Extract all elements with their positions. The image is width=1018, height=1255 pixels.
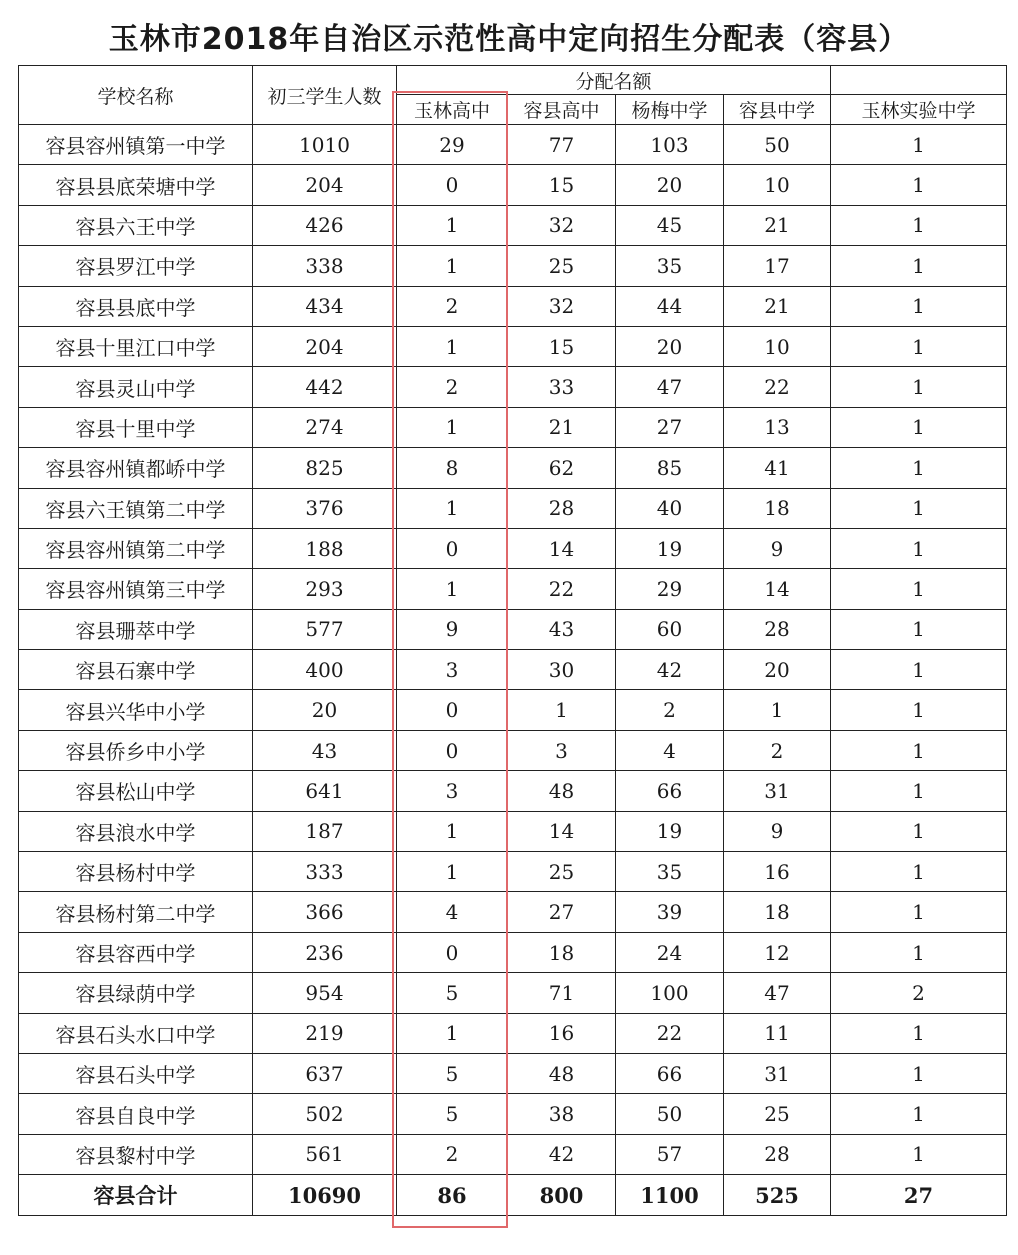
cell-yulin-experimental: 1 <box>831 488 1007 528</box>
cell-student-count: 434 <box>253 286 397 326</box>
cell-rongxian-middle: 2 <box>724 730 831 770</box>
table-row <box>19 892 1007 932</box>
cell-school-name: 容县容州镇都峤中学 <box>19 448 253 488</box>
cell-rongxian-high: 25 <box>508 852 616 892</box>
cell-yulin-high: 1 <box>397 488 508 528</box>
table-row <box>19 1134 1007 1174</box>
table-row <box>19 286 1007 326</box>
cell-yangmei-middle: 19 <box>616 811 724 851</box>
table-row <box>19 609 1007 649</box>
table-row <box>19 165 1007 205</box>
cell-student-count: 188 <box>253 528 397 568</box>
header-rongxian-middle: 容县中学 <box>724 95 831 125</box>
table-row <box>19 973 1007 1013</box>
page-title: 玉林市2018年自治区示范性高中定向招生分配表（容县） <box>108 22 910 57</box>
cell-rongxian-middle: 10 <box>724 165 831 205</box>
cell-yangmei-middle: 39 <box>616 892 724 932</box>
cell-school-name: 容县石头中学 <box>19 1053 253 1093</box>
header-yulin-high: 玉林高中 <box>397 95 508 125</box>
table-row <box>19 488 1007 528</box>
cell-yangmei-middle: 42 <box>616 650 724 690</box>
cell-rongxian-high: 14 <box>508 811 616 851</box>
cell-yulin-experimental: 1 <box>831 690 1007 730</box>
cell-yulin-high: 1 <box>397 246 508 286</box>
cell-yangmei-middle: 22 <box>616 1013 724 1053</box>
cell-school-name: 容县容州镇第一中学 <box>19 125 253 165</box>
cell-yulin-high: 9 <box>397 609 508 649</box>
cell-school-name: 容县石头水口中学 <box>19 1013 253 1053</box>
header-allocation-group: 分配名额 <box>397 66 831 95</box>
cell-yangmei-middle: 2 <box>616 690 724 730</box>
cell-yulin-high: 1 <box>397 811 508 851</box>
cell-student-count: 442 <box>253 367 397 407</box>
cell-student-count: 219 <box>253 1013 397 1053</box>
header-student-count: 初三学生人数 <box>253 66 397 125</box>
cell-rongxian-high: 3 <box>508 730 616 770</box>
cell-student-count: 43 <box>253 730 397 770</box>
cell-rongxian-middle: 1 <box>724 690 831 730</box>
cell-rongxian-middle: 14 <box>724 569 831 609</box>
table-row <box>19 1094 1007 1134</box>
cell-rongxian-high: 62 <box>508 448 616 488</box>
cell-yangmei-middle: 44 <box>616 286 724 326</box>
cell-rongxian-middle: 11 <box>724 1013 831 1053</box>
cell-yangmei-middle: 45 <box>616 205 724 245</box>
header-blank-cell <box>831 66 1007 95</box>
cell-rongxian-high: 22 <box>508 569 616 609</box>
cell-rongxian-middle: 9 <box>724 811 831 851</box>
header-yangmei-middle: 杨梅中学 <box>616 95 724 125</box>
cell-yulin-high: 5 <box>397 1053 508 1093</box>
cell-rongxian-high: 48 <box>508 771 616 811</box>
cell-rongxian-high: 77 <box>508 125 616 165</box>
cell-rongxian-high: 32 <box>508 286 616 326</box>
table-row <box>19 650 1007 690</box>
table-row <box>19 1013 1007 1053</box>
table-body <box>19 125 1007 1216</box>
cell-student-count: 577 <box>253 609 397 649</box>
header-school-name: 学校名称 <box>19 66 253 125</box>
cell-yulin-high: 1 <box>397 407 508 447</box>
cell-rongxian-high: 30 <box>508 650 616 690</box>
cell-rongxian-middle: 25 <box>724 1094 831 1134</box>
cell-yangmei-middle: 40 <box>616 488 724 528</box>
cell-yulin-high: 8 <box>397 448 508 488</box>
cell-yulin-high: 2 <box>397 1134 508 1174</box>
cell-student-count: 333 <box>253 852 397 892</box>
cell-yangmei-middle: 35 <box>616 246 724 286</box>
cell-yulin-experimental: 1 <box>831 125 1007 165</box>
table-row <box>19 932 1007 972</box>
cell-school-name: 容县绿荫中学 <box>19 973 253 1013</box>
cell-yulin-experimental: 1 <box>831 1094 1007 1134</box>
cell-yangmei-middle: 35 <box>616 852 724 892</box>
cell-rongxian-high: 800 <box>508 1175 616 1216</box>
cell-student-count: 274 <box>253 407 397 447</box>
table-row <box>19 125 1007 165</box>
cell-yulin-experimental: 1 <box>831 650 1007 690</box>
cell-student-count: 637 <box>253 1053 397 1093</box>
cell-yulin-high: 4 <box>397 892 508 932</box>
cell-yulin-high: 3 <box>397 771 508 811</box>
cell-student-count: 20 <box>253 690 397 730</box>
header-yulin-experimental: 玉林实验中学 <box>831 95 1007 125</box>
cell-yangmei-middle: 66 <box>616 1053 724 1093</box>
cell-rongxian-high: 1 <box>508 690 616 730</box>
cell-yulin-high: 1 <box>397 1013 508 1053</box>
table-row <box>19 730 1007 770</box>
cell-yangmei-middle: 50 <box>616 1094 724 1134</box>
cell-school-name: 容县石寨中学 <box>19 650 253 690</box>
table-row <box>19 326 1007 366</box>
cell-yulin-experimental: 1 <box>831 205 1007 245</box>
cell-rongxian-middle: 525 <box>724 1175 831 1216</box>
cell-school-name: 容县罗江中学 <box>19 246 253 286</box>
cell-yangmei-middle: 85 <box>616 448 724 488</box>
cell-rongxian-middle: 12 <box>724 932 831 972</box>
cell-student-count: 204 <box>253 165 397 205</box>
cell-rongxian-high: 27 <box>508 892 616 932</box>
cell-yulin-high: 0 <box>397 690 508 730</box>
cell-rongxian-middle: 18 <box>724 892 831 932</box>
cell-student-count: 236 <box>253 932 397 972</box>
cell-school-name: 容县容州镇第二中学 <box>19 528 253 568</box>
cell-rongxian-high: 15 <box>508 326 616 366</box>
cell-yulin-experimental: 27 <box>831 1175 1007 1216</box>
cell-rongxian-middle: 41 <box>724 448 831 488</box>
allocation-table <box>18 65 1007 1216</box>
cell-student-count: 502 <box>253 1094 397 1134</box>
cell-student-count: 825 <box>253 448 397 488</box>
table-row <box>19 690 1007 730</box>
cell-yulin-high: 1 <box>397 569 508 609</box>
cell-yulin-experimental: 1 <box>831 730 1007 770</box>
cell-yangmei-middle: 1100 <box>616 1175 724 1216</box>
cell-school-name: 容县浪水中学 <box>19 811 253 851</box>
cell-yangmei-middle: 66 <box>616 771 724 811</box>
cell-yangmei-middle: 47 <box>616 367 724 407</box>
table-row <box>19 852 1007 892</box>
cell-student-count: 187 <box>253 811 397 851</box>
cell-student-count: 10690 <box>253 1175 397 1216</box>
table-row <box>19 407 1007 447</box>
cell-yulin-high: 1 <box>397 326 508 366</box>
cell-student-count: 376 <box>253 488 397 528</box>
cell-yangmei-middle: 103 <box>616 125 724 165</box>
cell-rongxian-middle: 13 <box>724 407 831 447</box>
cell-school-name: 容县黎村中学 <box>19 1134 253 1174</box>
cell-yangmei-middle: 27 <box>616 407 724 447</box>
cell-yulin-high: 29 <box>397 125 508 165</box>
cell-yulin-high: 86 <box>397 1175 508 1216</box>
cell-rongxian-middle: 9 <box>724 528 831 568</box>
cell-rongxian-middle: 50 <box>724 125 831 165</box>
cell-school-name: 容县六王中学 <box>19 205 253 245</box>
cell-yulin-experimental: 1 <box>831 407 1007 447</box>
cell-school-name: 容县杨村中学 <box>19 852 253 892</box>
cell-student-count: 338 <box>253 246 397 286</box>
table-row <box>19 448 1007 488</box>
cell-student-count: 641 <box>253 771 397 811</box>
cell-yulin-high: 5 <box>397 973 508 1013</box>
cell-rongxian-high: 25 <box>508 246 616 286</box>
cell-school-name: 容县松山中学 <box>19 771 253 811</box>
cell-student-count: 204 <box>253 326 397 366</box>
cell-school-name: 容县六王镇第二中学 <box>19 488 253 528</box>
cell-rongxian-middle: 28 <box>724 1134 831 1174</box>
cell-school-name: 容县十里江口中学 <box>19 326 253 366</box>
cell-rongxian-middle: 31 <box>724 1053 831 1093</box>
total-row <box>19 1175 1007 1216</box>
cell-student-count: 366 <box>253 892 397 932</box>
cell-student-count: 561 <box>253 1134 397 1174</box>
cell-yulin-experimental: 1 <box>831 1013 1007 1053</box>
cell-yulin-experimental: 1 <box>831 326 1007 366</box>
cell-yulin-experimental: 1 <box>831 892 1007 932</box>
cell-yangmei-middle: 29 <box>616 569 724 609</box>
cell-yulin-experimental: 1 <box>831 165 1007 205</box>
cell-yulin-experimental: 1 <box>831 771 1007 811</box>
cell-school-name: 容县县底荣塘中学 <box>19 165 253 205</box>
cell-yangmei-middle: 60 <box>616 609 724 649</box>
table-row <box>19 367 1007 407</box>
cell-school-name: 容县珊萃中学 <box>19 609 253 649</box>
table-row <box>19 569 1007 609</box>
cell-yulin-experimental: 1 <box>831 528 1007 568</box>
cell-yulin-high: 1 <box>397 852 508 892</box>
cell-school-name: 容县灵山中学 <box>19 367 253 407</box>
cell-rongxian-middle: 20 <box>724 650 831 690</box>
cell-rongxian-middle: 22 <box>724 367 831 407</box>
cell-rongxian-high: 33 <box>508 367 616 407</box>
cell-student-count: 954 <box>253 973 397 1013</box>
cell-yulin-high: 2 <box>397 286 508 326</box>
cell-yulin-high: 3 <box>397 650 508 690</box>
cell-yulin-experimental: 1 <box>831 1134 1007 1174</box>
cell-school-name: 容县容西中学 <box>19 932 253 972</box>
cell-rongxian-middle: 17 <box>724 246 831 286</box>
cell-school-name: 容县兴华中小学 <box>19 690 253 730</box>
header-rongxian-high: 容县高中 <box>508 95 616 125</box>
cell-yulin-high: 0 <box>397 528 508 568</box>
table-row <box>19 528 1007 568</box>
cell-yangmei-middle: 20 <box>616 165 724 205</box>
cell-yulin-high: 0 <box>397 932 508 972</box>
cell-student-count: 426 <box>253 205 397 245</box>
cell-yulin-experimental: 1 <box>831 932 1007 972</box>
table-row <box>19 811 1007 851</box>
cell-yulin-experimental: 2 <box>831 973 1007 1013</box>
cell-rongxian-middle: 28 <box>724 609 831 649</box>
cell-yulin-experimental: 1 <box>831 852 1007 892</box>
cell-rongxian-middle: 18 <box>724 488 831 528</box>
cell-rongxian-high: 28 <box>508 488 616 528</box>
cell-rongxian-high: 48 <box>508 1053 616 1093</box>
cell-yulin-high: 1 <box>397 205 508 245</box>
table-row <box>19 205 1007 245</box>
cell-yangmei-middle: 24 <box>616 932 724 972</box>
cell-school-name: 容县杨村第二中学 <box>19 892 253 932</box>
cell-school-name: 容县自良中学 <box>19 1094 253 1134</box>
cell-yangmei-middle: 100 <box>616 973 724 1013</box>
cell-rongxian-high: 21 <box>508 407 616 447</box>
cell-rongxian-high: 42 <box>508 1134 616 1174</box>
cell-yulin-experimental: 1 <box>831 569 1007 609</box>
cell-yulin-experimental: 1 <box>831 286 1007 326</box>
cell-rongxian-high: 16 <box>508 1013 616 1053</box>
cell-yulin-experimental: 1 <box>831 246 1007 286</box>
cell-rongxian-middle: 47 <box>724 973 831 1013</box>
cell-student-count: 293 <box>253 569 397 609</box>
cell-yangmei-middle: 20 <box>616 326 724 366</box>
cell-yulin-high: 0 <box>397 165 508 205</box>
cell-school-name: 容县十里中学 <box>19 407 253 447</box>
cell-yulin-high: 2 <box>397 367 508 407</box>
cell-yulin-experimental: 1 <box>831 1053 1007 1093</box>
cell-student-count: 400 <box>253 650 397 690</box>
cell-yangmei-middle: 19 <box>616 528 724 568</box>
cell-rongxian-middle: 10 <box>724 326 831 366</box>
cell-rongxian-middle: 21 <box>724 205 831 245</box>
cell-rongxian-middle: 21 <box>724 286 831 326</box>
cell-rongxian-high: 14 <box>508 528 616 568</box>
cell-yulin-high: 0 <box>397 730 508 770</box>
cell-school-name: 容县合计 <box>19 1175 253 1216</box>
table-row <box>19 1053 1007 1093</box>
cell-rongxian-high: 38 <box>508 1094 616 1134</box>
cell-school-name: 容县侨乡中小学 <box>19 730 253 770</box>
cell-school-name: 容县县底中学 <box>19 286 253 326</box>
cell-yulin-high: 5 <box>397 1094 508 1134</box>
cell-school-name: 容县容州镇第三中学 <box>19 569 253 609</box>
cell-rongxian-high: 32 <box>508 205 616 245</box>
cell-rongxian-high: 15 <box>508 165 616 205</box>
cell-rongxian-middle: 31 <box>724 771 831 811</box>
cell-rongxian-middle: 16 <box>724 852 831 892</box>
table-row <box>19 771 1007 811</box>
cell-yulin-experimental: 1 <box>831 811 1007 851</box>
cell-yulin-experimental: 1 <box>831 609 1007 649</box>
cell-rongxian-high: 71 <box>508 973 616 1013</box>
cell-yulin-experimental: 1 <box>831 448 1007 488</box>
cell-yangmei-middle: 4 <box>616 730 724 770</box>
cell-yangmei-middle: 57 <box>616 1134 724 1174</box>
cell-yulin-experimental: 1 <box>831 367 1007 407</box>
cell-rongxian-high: 43 <box>508 609 616 649</box>
cell-rongxian-high: 18 <box>508 932 616 972</box>
cell-student-count: 1010 <box>253 125 397 165</box>
table-row <box>19 246 1007 286</box>
